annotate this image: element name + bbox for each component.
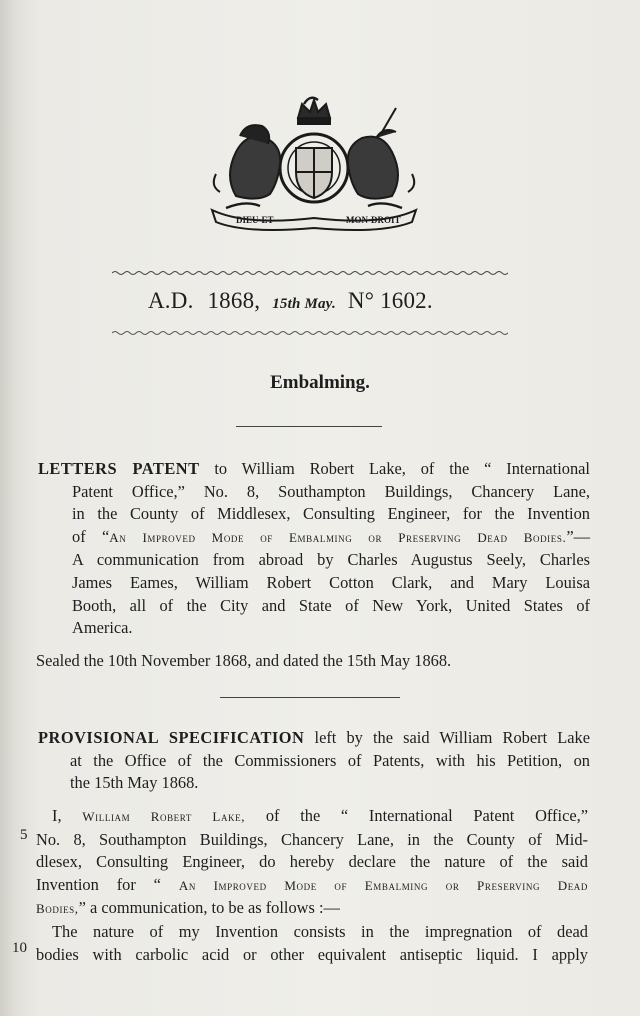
letters-patent-line-4: of “An Improved Mode of Embalming or Preserving Dead Bodies.”— (72, 526, 590, 546)
body-line-6: The nature of my Invention consists in the impregnation of dead (52, 921, 588, 941)
patent-year: 1868, (207, 288, 261, 313)
margin-line-number-10: 10 (12, 940, 27, 956)
provisional-paragraph (38, 727, 590, 795)
provisional-line-1: PROVISIONAL SPECIFICATION left by the said William Robert Lake (38, 728, 590, 747)
letters-patent-line-1: LETTERS PATENT to William Robert Lake, of the “ International (38, 459, 590, 478)
divider-1 (236, 426, 382, 427)
patent-date: 15th May. (272, 296, 336, 312)
body-line-2: No. 8, Southampton Buildings, Chancery Lane, in the County of Mid- (36, 829, 588, 849)
ornamental-rule-bottom (112, 330, 508, 336)
body-line-4: Invention for “ An Improved Mode of Embalming or Preserving Dead (36, 874, 588, 894)
ornamental-rule-top (112, 270, 508, 276)
letters-patent-line-5: A communication from abroad by Charles Augustus Seely, Charles (72, 550, 590, 570)
sealed-line: Sealed the 10th November 1868, and dated the 15th May 1868. (36, 651, 452, 670)
provisional-line-3: the 15th May 1868. (70, 773, 199, 793)
ad-label: A.D. (148, 288, 194, 313)
document-title: Embalming. (270, 372, 370, 393)
margin-line-number-5: 5 (20, 827, 28, 843)
body-line-7: bodies with carbolic acid or other equivalent antiseptic liquid. I apply (36, 944, 588, 964)
royal-coat-of-arms-icon (206, 96, 422, 232)
body-line-1: I, William Robert Lake, of the “ International Patent Office,” (52, 806, 588, 825)
patent-number: 1602. (380, 288, 433, 313)
letters-patent-line-8: America. (72, 618, 133, 638)
letters-patent-line-3: in the County of Middlesex, Consulting Engineer, for the Invention (72, 504, 590, 524)
svg-text:MON·DROIT: MON·DROIT (346, 215, 401, 225)
patent-header (148, 288, 508, 314)
letters-patent-line-6: James Eames, William Robert Cotton Clark, and Mary Louisa (72, 572, 590, 592)
divider-2 (220, 697, 400, 698)
provisional-line-2: at the Office of the Commissioners of Patents, with his Petition, on (70, 750, 590, 770)
body-line-3: dlesex, Consulting Engineer, do hereby declare the nature of the said (36, 852, 588, 872)
svg-text:DIEU·ET: DIEU·ET (236, 215, 274, 225)
bleed-through-text (440, 6, 620, 26)
patent-number-prefix: N° (347, 288, 375, 313)
letters-patent-line-2: Patent Office,” No. 8, Southampton Buildings, Chancery Lane, (72, 481, 590, 501)
body-line-5: Bodies,” a communication, to be as follows :— (36, 898, 340, 918)
letters-patent-line-7: Booth, all of the City and State of New York, United States of (72, 595, 590, 615)
sealed-paragraph (36, 650, 596, 673)
letters-patent-paragraph (38, 458, 590, 640)
invention-title: An Improved Mode of Embalming or Preserving Dead Bodies. (109, 529, 567, 545)
body-paragraph-1 (36, 805, 588, 966)
